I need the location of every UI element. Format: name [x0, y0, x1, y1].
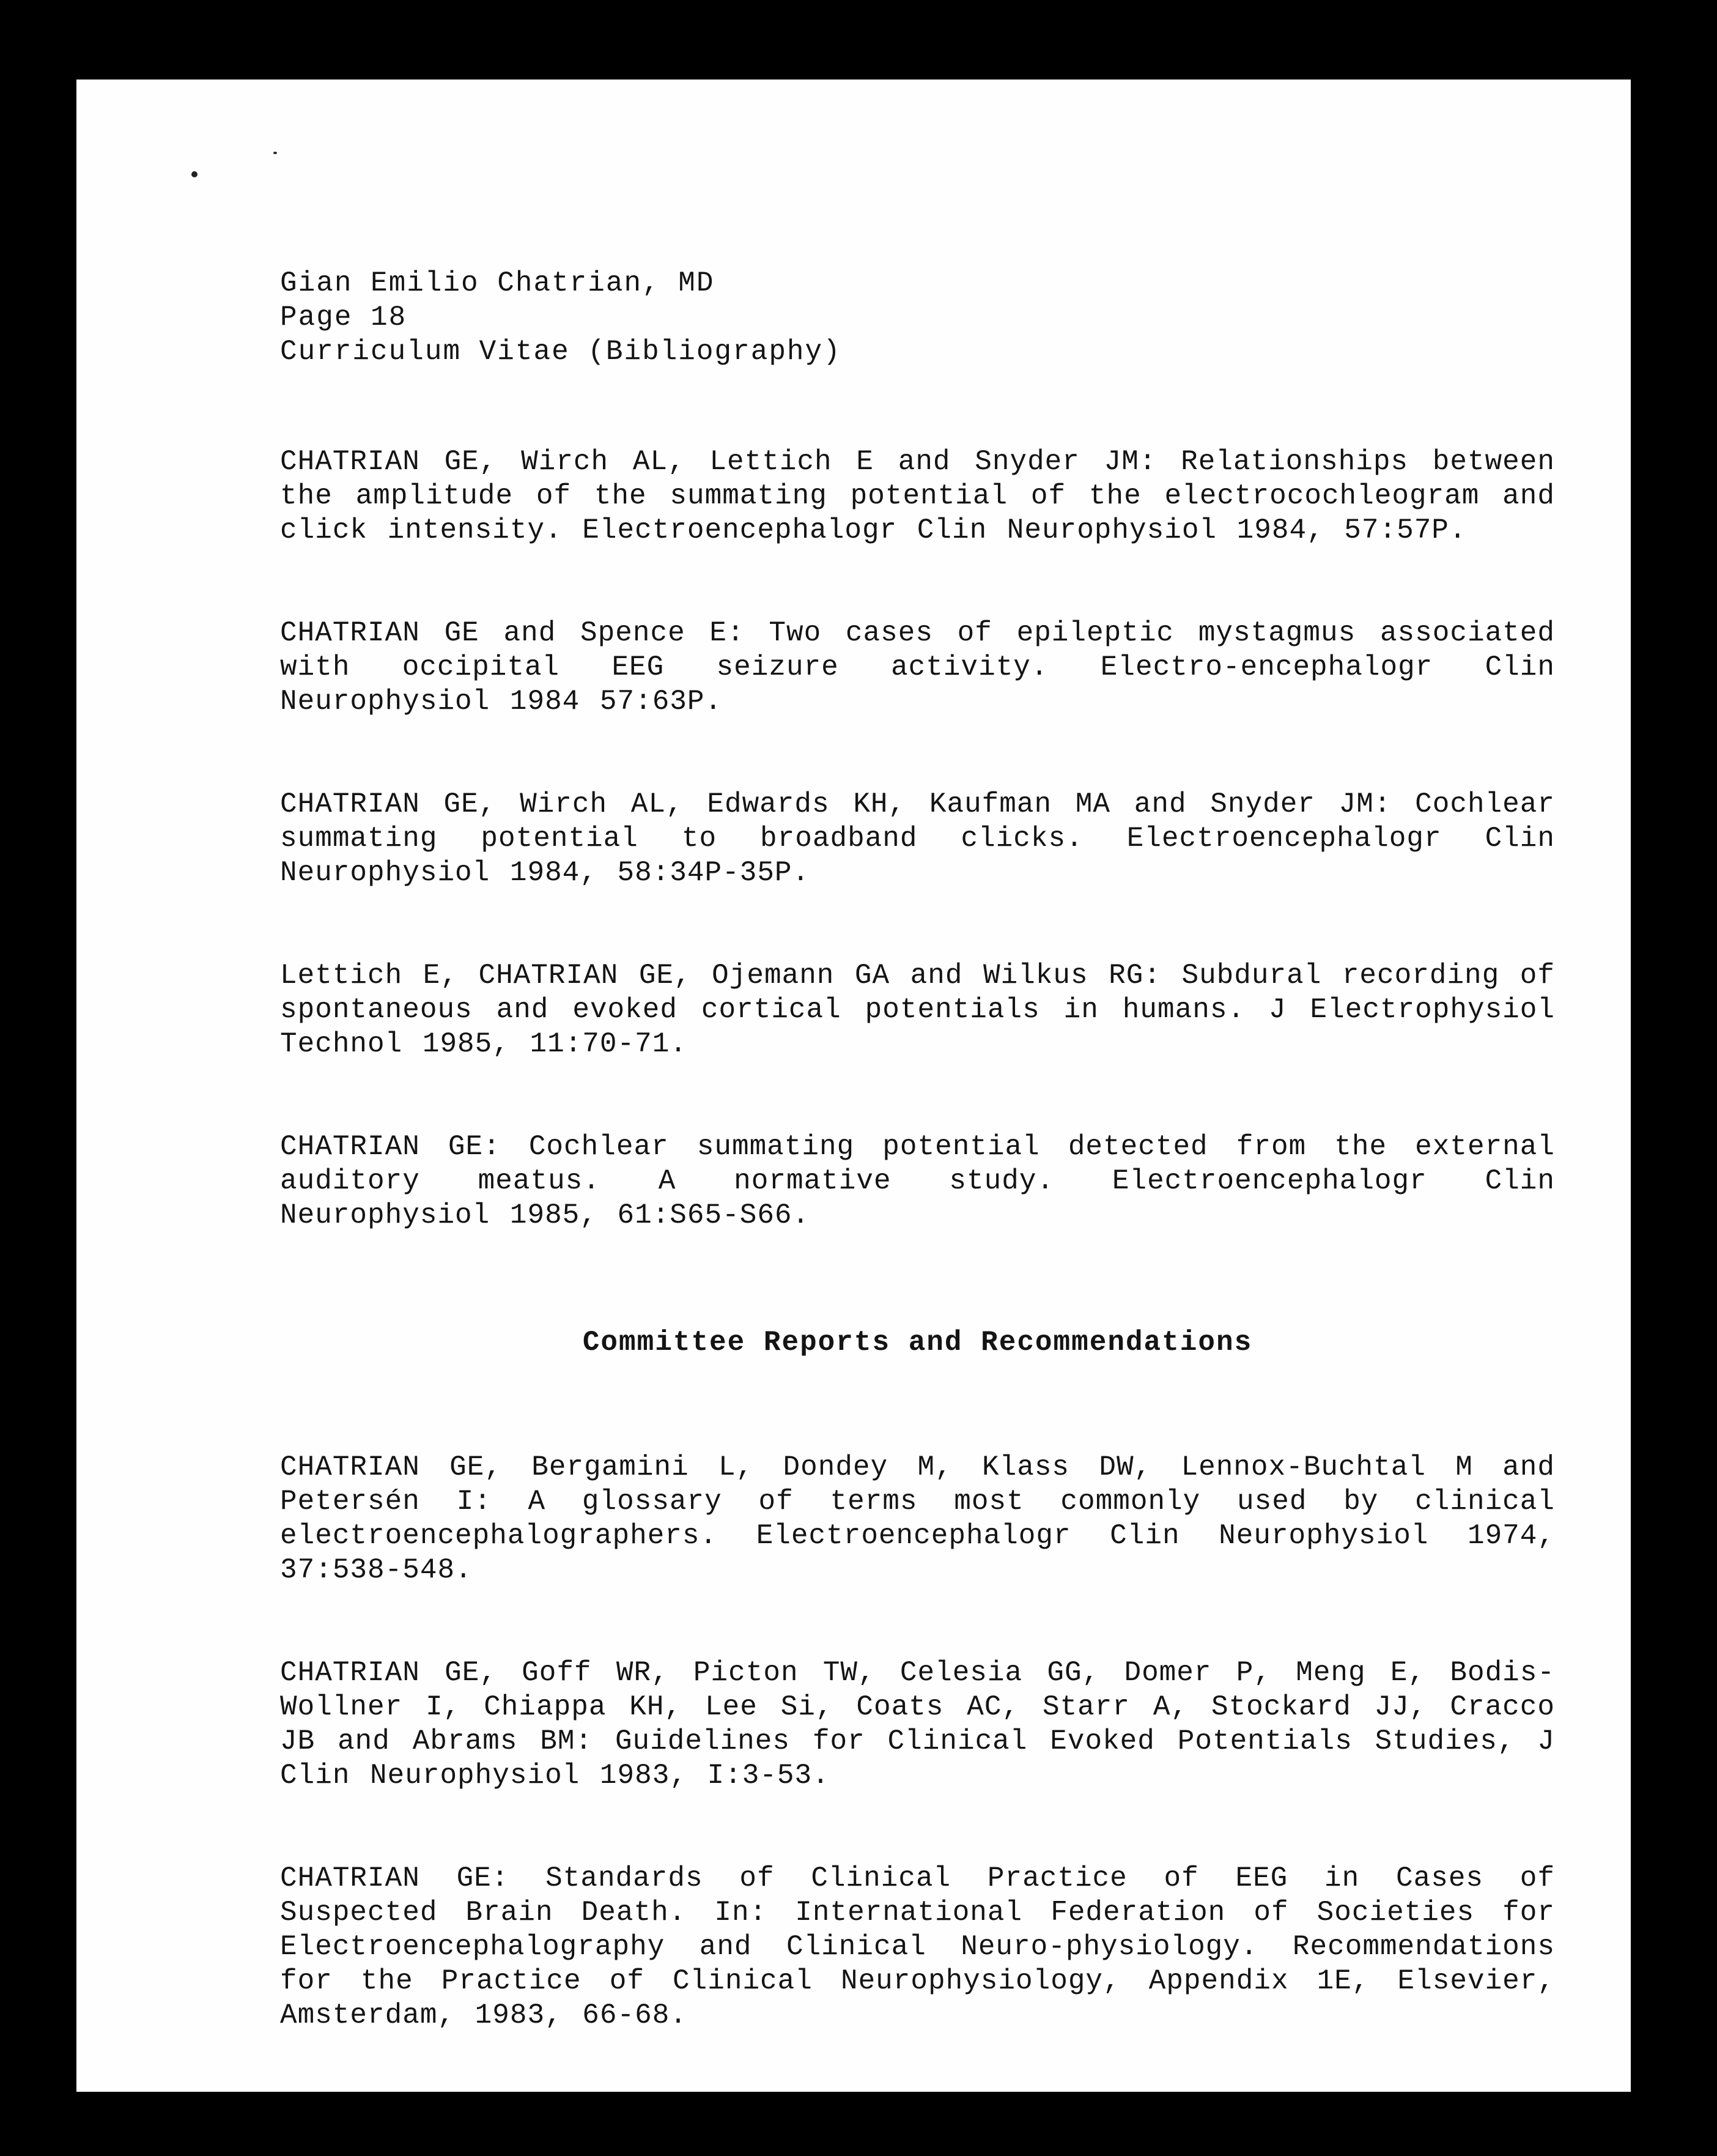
page-number: Page 18: [280, 302, 407, 333]
document-body: [280, 266, 1555, 2101]
bibliography-entry: CHATRIAN GE, Wirch AL, Edwards KH, Kaufman MA and Snyder JM: Cochlear summating potential to broadband clicks. Electroencephalogr Clin Neurophysiol 1984, 58:34P-35P.: [280, 788, 1555, 889]
paper-sheet: [76, 80, 1631, 2092]
bibliography-entry: CHATRIAN GE, Wirch AL, Lettich E and Snyder JM: Relationships between the amplitude of the summating potential of the electrocochleogram and click intensity. Electroencephalogr Clin Neurophysiol 1984, 57:57P.: [280, 446, 1555, 546]
ink-speck: [191, 171, 198, 177]
bibliography-entry: CHATRIAN GE: Cochlear summating potential detected from the external auditory meatus. A normative study. Electroencephalogr Clin Neurophysiol 1985, 61:S65-S66.: [280, 1131, 1555, 1231]
page-header: [280, 266, 1555, 369]
section-heading: Committee Reports and Recommendations: [582, 1327, 1253, 1358]
bibliography-entry: Lettich E, CHATRIAN GE, Ojemann GA and Wilkus RG: Subdural recording of spontaneous and evoked cortical potentials in humans. J Electrophysiol Technol 1985, 11:70-71.: [280, 960, 1555, 1060]
committee-entry: CHATRIAN GE, Bergamini L, Dondey M, Klass DW, Lennox-Buchtal M and Petersén I: A glossary of terms most commonly used by clinical electroencephalographers. Electroencephalogr Clin Neurophysiol 1974, 37:538-548.: [280, 1451, 1555, 1586]
document-title: Curriculum Vitae (Bibliography): [280, 336, 841, 368]
committee-entry: CHATRIAN GE, Goff WR, Picton TW, Celesia GG, Domer P, Meng E, Bodis-Wollner I, Chiappa KH, Lee Si, Coats AC, Starr A, Stockard JJ, Cracco JB and Abrams BM: Guidelines for Clinical Evoked Potentials Studies, J Clin Neurophysiol 1983, I:3-53.: [280, 1657, 1555, 1791]
bibliography-entry: CHATRIAN GE and Spence E: Two cases of epileptic mystagmus associated with occipital EEG seizure activity. Electro-encephalogr Clin Neurophysiol 1984 57:63P.: [280, 617, 1555, 717]
author-name: Gian Emilio Chatrian, MD: [280, 267, 715, 299]
committee-entry: CHATRIAN GE: Standards of Clinical Practice of EEG in Cases of Suspected Brain Death. In: International Federation of Societies for Electroencephalography and Clinical Neuro-physiology. Recommendations for the Practice of Clinical Neurophysiology, Appendix 1E, Elsevier, Amsterdam, 1983, 66-68.: [280, 1862, 1555, 2031]
ink-speck: [273, 152, 277, 154]
